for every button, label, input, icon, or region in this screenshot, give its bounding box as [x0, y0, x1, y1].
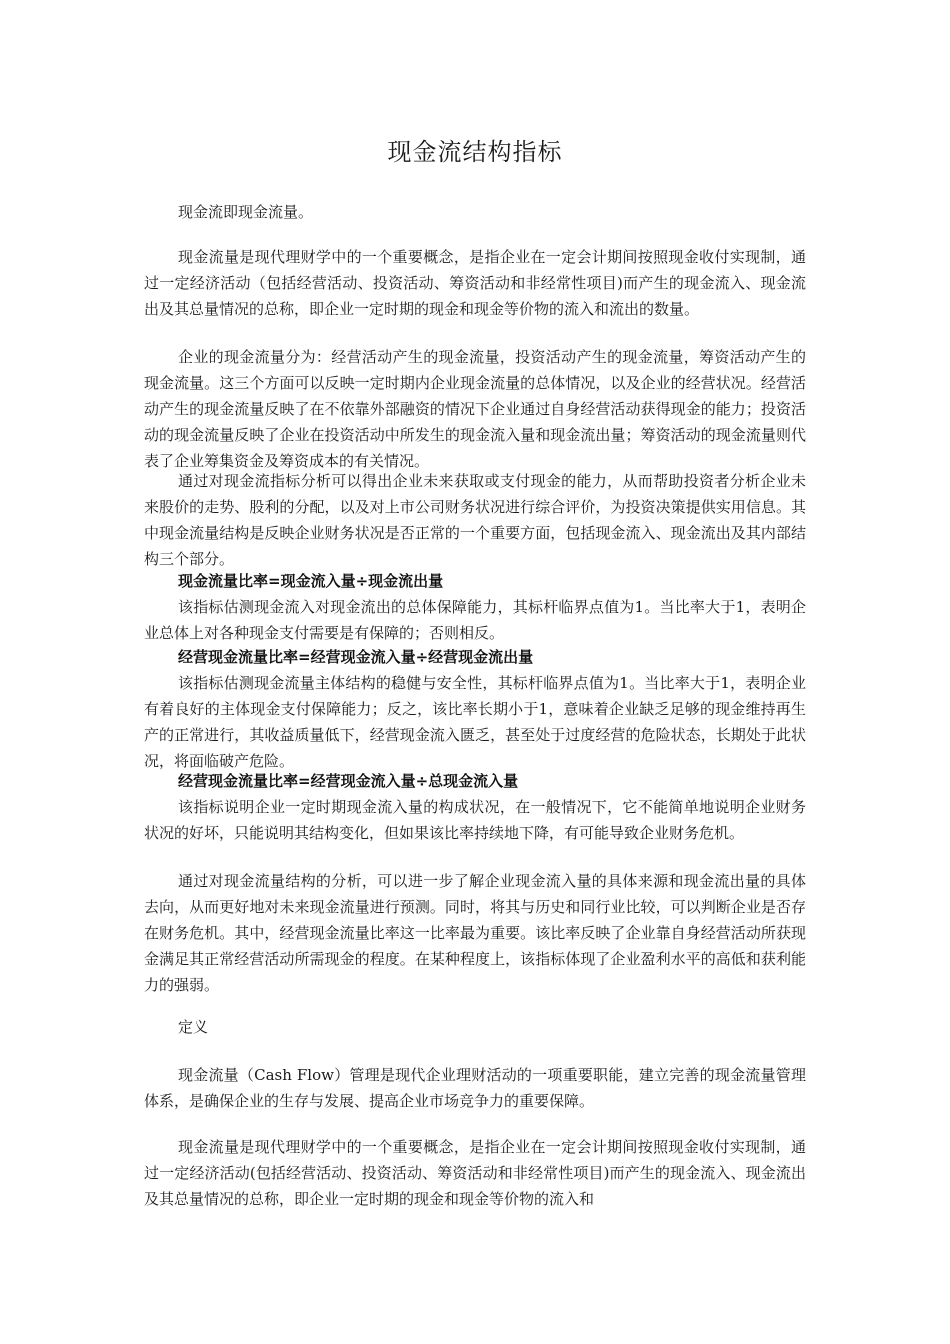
heading-operating-inflow-share-ratio: 经营现金流量比率=经营现金流入量÷总现金流入量 [178, 772, 519, 790]
paragraph-operating-inflow-share-ratio: 该指标说明企业一定时期现金流入量的构成状况，在一般情况下，它不能简单地说明企业财务状况的好坏，只能说明其结构变化，但如果该比率持续地下降，有可能导致企业财务危机。 [144, 798, 806, 842]
paragraph-cash-flow-analysis: 通过对现金流指标分析可以得出企业未来获取或支付现金的能力，从而帮助投资者分析企业未来股价的走势、股利的分配，以及对上市公司财务状况进行综合评价，为投资决策提供实用信息。其中现金流量结构是反映企业财务状况是否正常的一个重要方面，包括现金流入、现金流出及其内部结构三个部分。 [144, 472, 806, 568]
paragraph-cash-flow-types: 企业的现金流量分为：经营活动产生的现金流量，投资活动产生的现金流量，筹资活动产生的现金流量。这三个方面可以反映一定时期内企业现金流量的总体情况，以及企业的经营状况。经营活动产生的现金流量反映了在不依靠外部融资的情况下企业通过自身经营活动获得现金的能力；投资活动的现金流量反映了企业在投资活动中所发生的现金流入量和现金流出量；筹资活动的现金流量则代表了企业筹集资金及筹资成本的有关情况。 [144, 348, 806, 470]
heading-cash-flow-ratio: 现金流量比率=现金流入量÷现金流出量 [178, 572, 444, 590]
paragraph-intro: 现金流即现金流量。 [178, 203, 314, 221]
paragraph-operating-cash-flow-ratio: 该指标估测现金流量主体结构的稳健与安全性，其标杆临界点值为1。当比率大于1，表明企业有着良好的主体现金支付保障能力；反之，该比率长期小于1，意味着企业缺乏足够的现金维持再生产的正常进行，其收益质量低下，经营现金流入匮乏，甚至处于过度经营的危险状态，长期处于此状况，将面临破产危险。 [144, 674, 806, 770]
paragraph-cash-flow-concept-repeat: 现金流量是现代理财学中的一个重要概念，是指企业在一定会计期间按照现金收付实现制，通过一定经济活动(包括经营活动、投资活动、筹资活动和非经常性项目)而产生的现金流入、现金流出及其总量情况的总称，即企业一定时期的现金和现金等价物的流入和 [144, 1138, 806, 1208]
paragraph-cash-flow-concept: 现金流量是现代理财学中的一个重要概念，是指企业在一定会计期间按照现金收付实现制，通过一定经济活动（包括经营活动、投资活动、筹资活动和非经常性项目)而产生的现金流入、现金流出及其总量情况的总称，即企业一定时期的现金和现金等价物的流入和流出的数量。 [144, 248, 806, 318]
document-title: 现金流结构指标 [387, 138, 563, 166]
heading-operating-cash-flow-ratio: 经营现金流量比率=经营现金流入量÷经营现金流出量 [178, 648, 534, 666]
paragraph-cash-flow-ratio: 该指标估测现金流入对现金流出的总体保障能力，其标杆临界点值为1。当比率大于1，表明企业总体上对各种现金支付需要是有保障的；否则相反。 [144, 598, 806, 642]
paragraph-definition-label: 定义 [178, 1018, 209, 1036]
paragraph-cash-flow-management: 现金流量（Cash Flow）管理是现代企业理财活动的一项重要职能，建立完善的现金流量管理体系，是确保企业的生存与发展、提高企业市场竞争力的重要保障。 [144, 1066, 806, 1110]
paragraph-cash-flow-structure: 通过对现金流量结构的分析，可以进一步了解企业现金流入量的具体来源和现金流出量的具体去向，从而更好地对未来现金流量进行预测。同时，将其与历史和同行业比较，可以判断企业是否存在财务危机。其中，经营现金流量比率这一比率最为重要。该比率反映了企业靠自身经营活动所获现金满足其正常经营活动所需现金的程度。在某种程度上，该指标体现了企业盈利水平的高低和获利能力的强弱。 [144, 872, 806, 994]
